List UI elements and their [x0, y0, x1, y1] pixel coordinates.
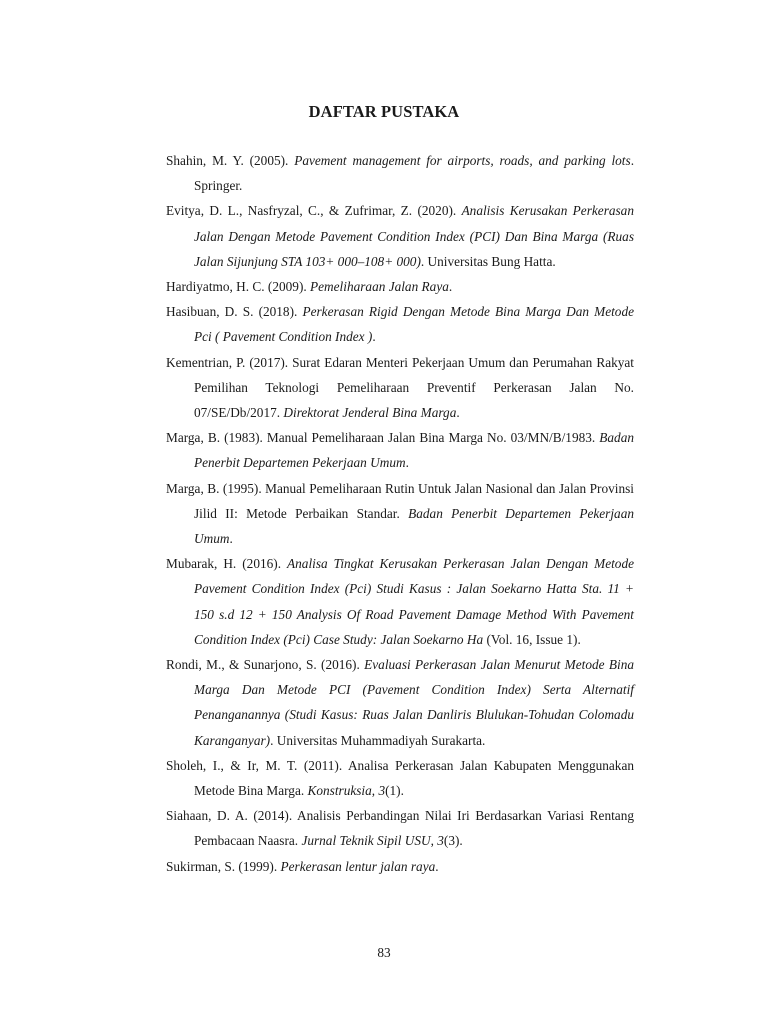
reference-text: .	[435, 858, 439, 874]
reference-text: Sholeh, I., & Ir, M. T. (2011). Analisa Perkerasan Jalan Kabupaten Menggunakan Metode Bina Marga.	[166, 757, 634, 799]
reference-entry	[166, 148, 634, 198]
reference-text: ,	[430, 833, 438, 849]
reference-entry	[166, 274, 634, 299]
reference-title-italic: Konstruksia	[307, 783, 372, 799]
reference-text: . Springer.	[194, 153, 635, 194]
reference-title-italic: Badan Penerbit Departemen Pekerjaan Umum	[194, 505, 634, 547]
reference-entry	[166, 803, 634, 853]
reference-text: Siahaan, D. A. (2014). Analisis Perbandingan Nilai Iri Berdasarkan Variasi Rentang Pembacaan Naasra.	[166, 808, 634, 849]
reference-title-italic: Direktorat Jenderal Bina Marga	[283, 405, 457, 421]
reference-title-italic: Perkerasan lentur jalan raya	[280, 858, 436, 874]
reference-entry	[166, 425, 634, 475]
reference-text: Hardiyatmo, H. C. (2009).	[166, 279, 311, 295]
reference-text: Sukirman, S. (1999).	[166, 858, 281, 874]
reference-title-italic: Analisa Tingkat Kerusakan Perkerasan Jalan Dengan Metode Pavement Condition Index (Pci) Studi Kasus : Jalan Soekarno Hatta Sta. 11 + 150 s.d 12 + 150 Analysis Of Road Pavement Damage Method With Pavement Condition Index (Pci) Case Study: Jalan Soekarno Ha	[194, 556, 634, 647]
reference-text: .	[456, 405, 460, 421]
reference-text: Rondi, M., & Sunarjono, S. (2016).	[166, 657, 365, 673]
reference-text: Shahin, M. Y. (2005).	[166, 153, 295, 168]
reference-text: (Vol. 16, Issue 1).	[483, 631, 581, 647]
reference-text: . Universitas Muhammadiyah Surakarta.	[270, 732, 486, 748]
reference-text: Mubarak, H. (2016).	[166, 556, 288, 572]
reference-text: Hasibuan, D. S. (2018).	[166, 304, 303, 320]
reference-text: Evitya, D. L., Nasfryzal, C., & Zufrimar, Z. (2020).	[166, 203, 462, 219]
reference-title-italic: 3	[378, 783, 386, 799]
reference-text: Marga, B. (1983). Manual Pemeliharaan Jalan Bina Marga No. 03/MN/B/1983.	[166, 430, 600, 446]
reference-text: ,	[371, 783, 379, 799]
reference-entry	[166, 198, 634, 274]
reference-title-italic: Analisis Kerusakan Perkerasan Jalan Dengan Metode Pavement Condition Index (PCI) Dan Bina Marga (Ruas Jalan Sijunjung STA 103+ 000–108+ 000)	[194, 203, 634, 269]
reference-text: (1).	[385, 783, 404, 799]
page-number: 83	[377, 945, 391, 960]
reference-list	[166, 148, 634, 879]
reference-text: .	[448, 279, 453, 295]
reference-text: Marga, B. (1995). Manual Pemeliharaan Rutin Untuk Jalan Nasional dan Jalan Provinsi Jilid II: Metode Perbaikan Standar.	[166, 480, 634, 521]
reference-title-italic: Evaluasi Perkerasan Jalan Menurut Metode Bina Marga Dan Metode PCI (Pavement Condition Index) Serta Alternatif Penanganannya (Studi Kasus: Ruas Jalan Danliris Blulukan-Tohudan Colomadu Karanganyar)	[194, 657, 634, 748]
reference-text: .	[229, 531, 233, 547]
reference-title-italic: Pemeliharaan Jalan Raya	[310, 279, 449, 295]
page-title: DAFTAR PUSTAKA	[308, 102, 460, 121]
reference-entry	[166, 551, 634, 652]
reference-text: Kementrian, P. (2017). Surat Edaran Menteri Pekerjaan Umum dan Perumahan Rakyat Pemilihan Teknologi Pemeliharaan Preventif Perkerasan Jalan No. 07/SE/Db/2017.	[166, 354, 634, 421]
reference-entry	[166, 753, 634, 803]
reference-text: . Universitas Bung Hatta.	[420, 253, 556, 269]
reference-entry	[166, 652, 634, 753]
reference-entry	[166, 299, 634, 349]
reference-title-italic: Badan Penerbit Departemen Pekerjaan Umum	[194, 430, 634, 471]
reference-title-italic: Pavement management for airports, roads, and parking lots	[294, 153, 631, 168]
reference-title-italic: 3	[437, 833, 444, 849]
reference-entry	[166, 854, 634, 879]
reference-text: (3).	[443, 833, 463, 849]
reference-title-italic: Perkerasan Rigid Dengan Metode Bina Marga Dan Metode Pci ( Pavement Condition Index )	[194, 304, 634, 345]
reference-text: .	[372, 329, 376, 345]
reference-entry	[166, 350, 634, 426]
reference-entry	[166, 476, 634, 552]
reference-title-italic: Jurnal Teknik Sipil USU	[301, 833, 431, 849]
reference-text: .	[405, 455, 409, 471]
